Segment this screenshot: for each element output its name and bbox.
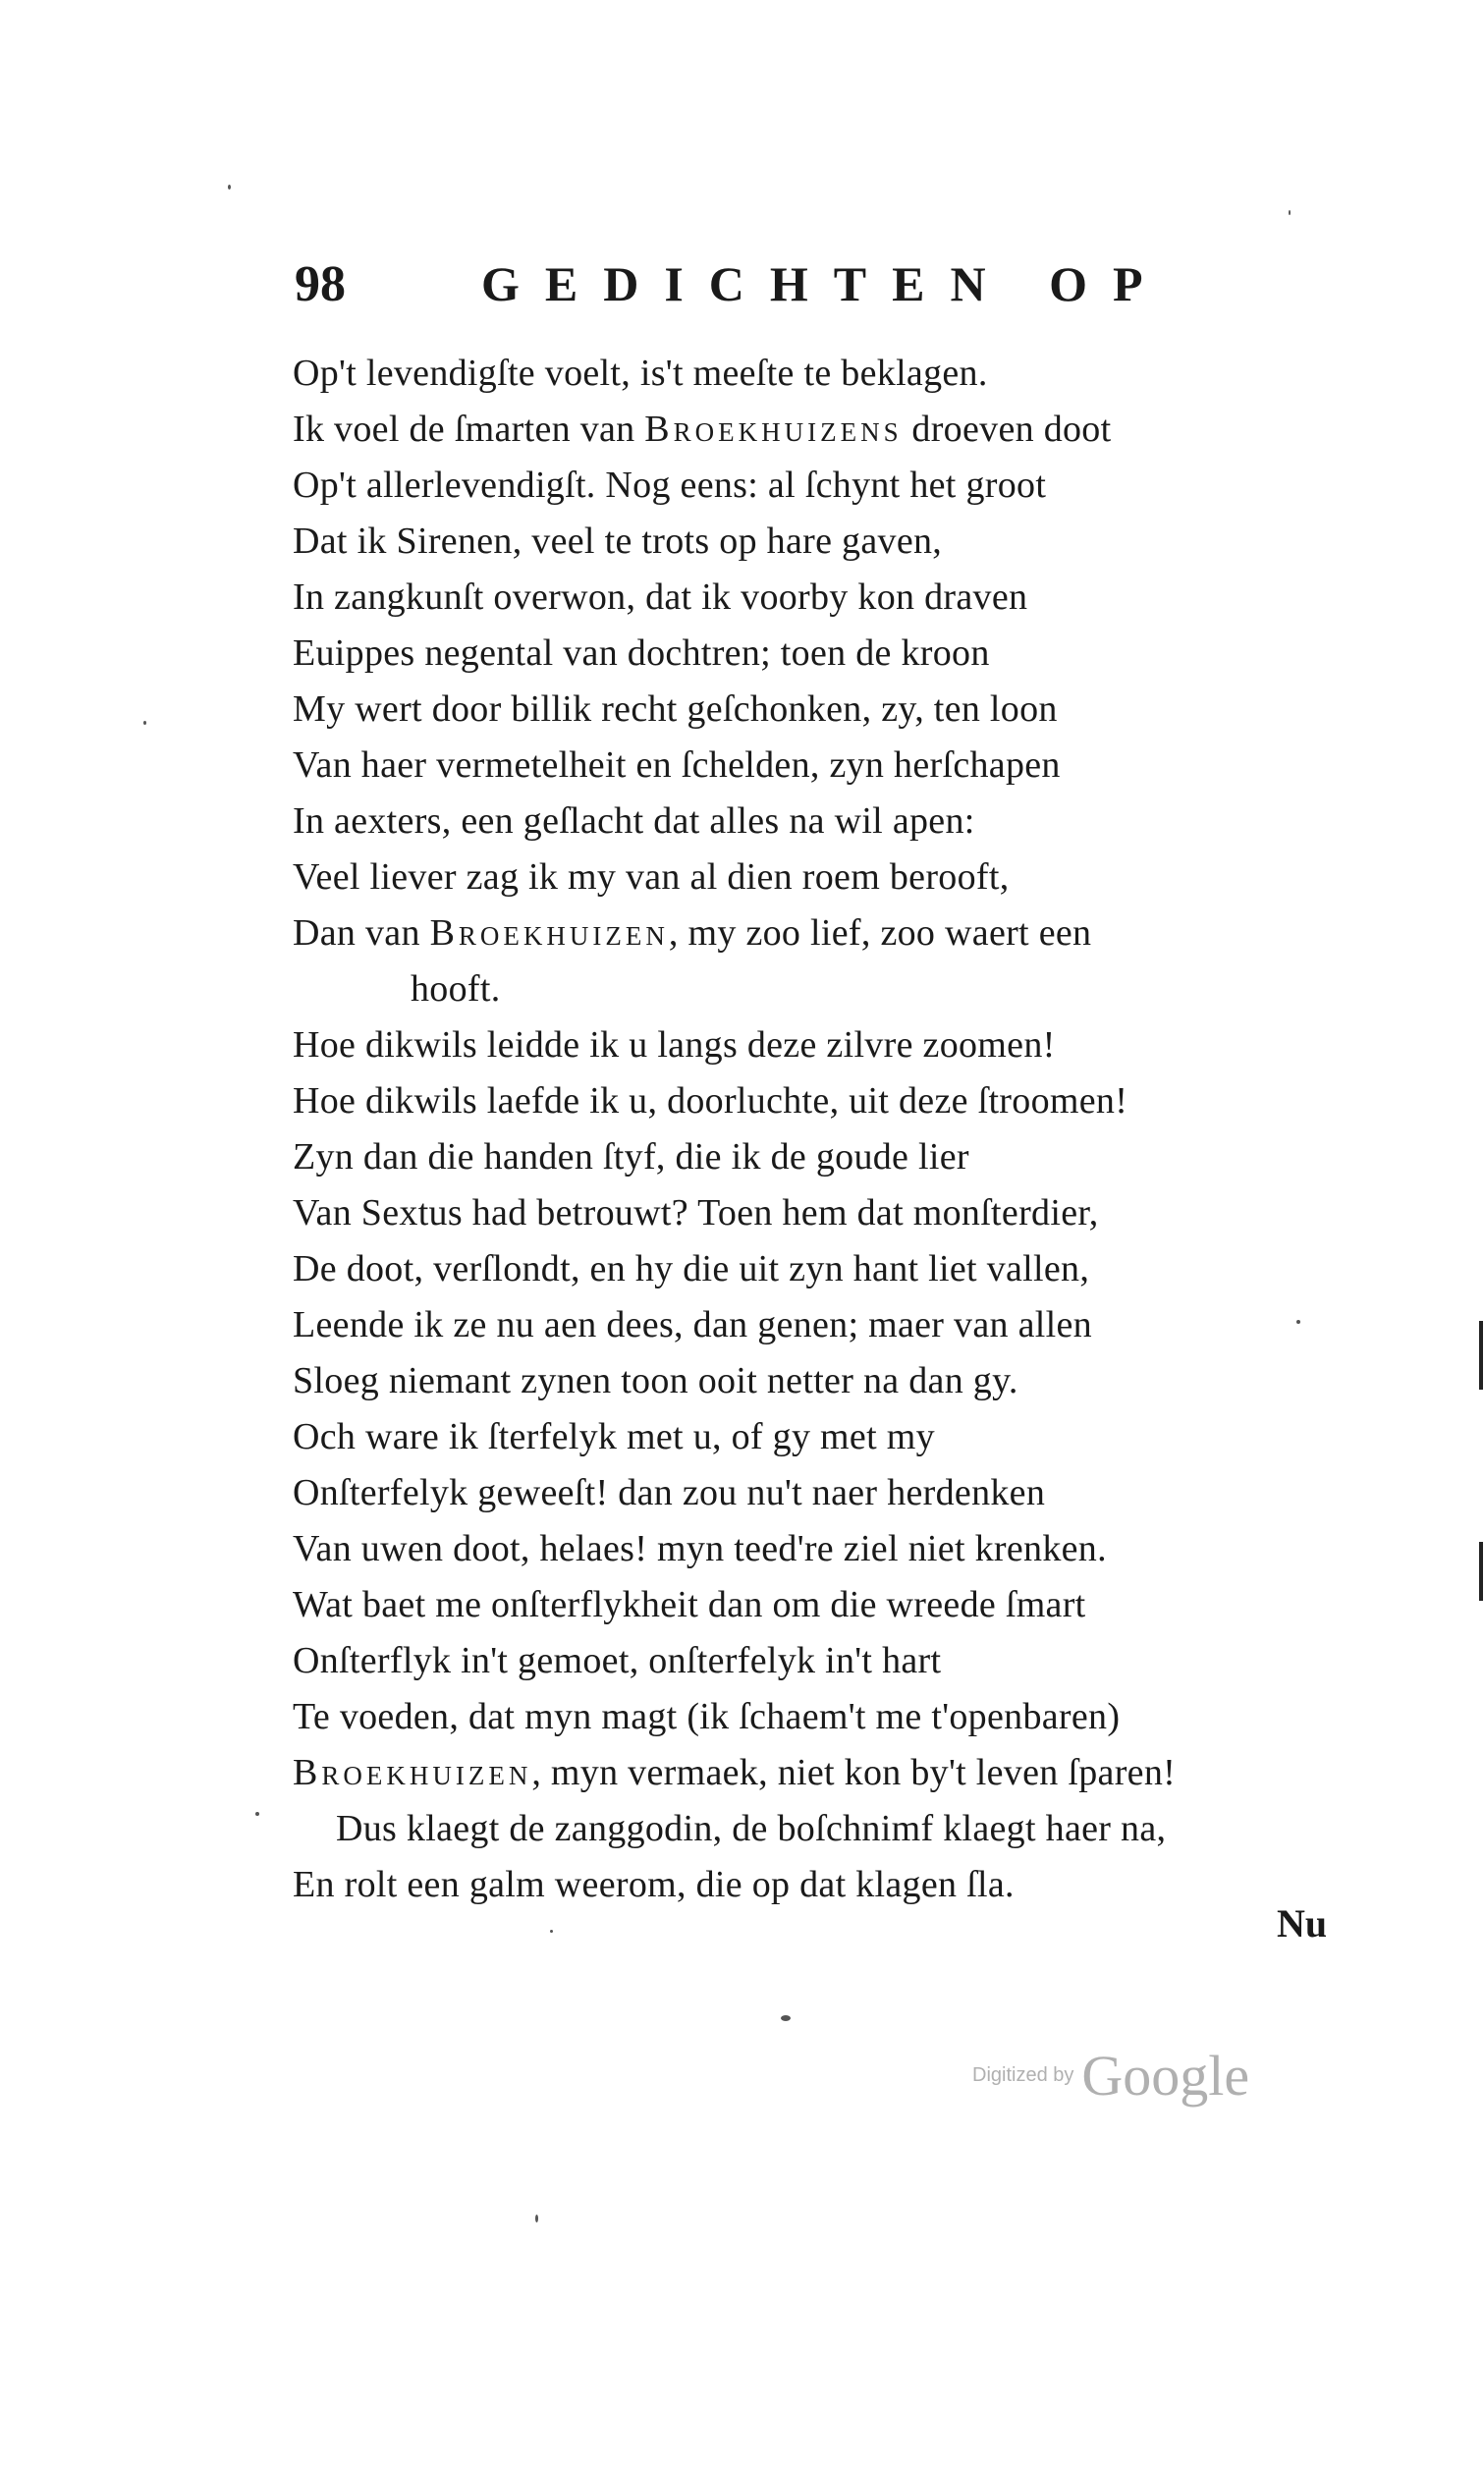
poem-line: In aexters, een geſlacht dat alles na wil apen: (293, 800, 975, 842)
poem-line: Hoe dikwils laefde ik u, doorluchte, uit deze ſtroomen! (293, 1080, 1128, 1122)
poem-line: Zyn dan die handen ſtyf, die ik de goude lier (293, 1136, 969, 1178)
proper-name: Broekhuizen (429, 912, 669, 954)
scan-speck (781, 2015, 791, 2021)
poem-line: En rolt een galm weerom, die op dat klagen ſla. (293, 1864, 1015, 1905)
poem-line-continuation: hooft. (411, 968, 501, 1010)
scan-speck (550, 1930, 553, 1933)
scan-speck (255, 1812, 259, 1816)
poem-line: De doot, verſlondt, en hy die uit zyn hant liet vallen, (293, 1248, 1090, 1289)
poem-line: Onſterflyk in't gemoet, onſterfelyk in't hart (293, 1640, 942, 1681)
catchword: Nu (1277, 1901, 1328, 1945)
page-edge-mark (1479, 1542, 1483, 1601)
poem-line (293, 402, 1373, 458)
poem-line: Euippes negental van dochtren; toen de kroon (293, 632, 990, 674)
poem-line: Leende ik ze nu aen dees, dan genen; maer van allen (293, 1304, 1092, 1345)
poem-line: Veel liever zag ik my van al dien roem berooft, (293, 856, 1010, 898)
scan-speck (1296, 1320, 1300, 1324)
poem-line: Op't allerlevendigſt. Nog eens: al ſchynt het groot (293, 465, 1047, 506)
scan-speck (1289, 210, 1291, 215)
poem-line: Dat ik Sirenen, veel te trots op hare gaven, (293, 521, 943, 562)
proper-name: Broekhuizens (644, 409, 903, 450)
poem-line: Van haer vermetelheit en ſchelden, zyn herſchapen (293, 744, 1061, 786)
poem-line: Van uwen doot, helaes! myn teed're ziel niet krenken. (293, 1528, 1107, 1569)
poem-text (293, 346, 1373, 1913)
line-text: Ik voel de ſmarten van (293, 409, 645, 450)
scan-speck (228, 185, 231, 190)
scan-speck (143, 721, 146, 725)
line-text: Dan van (293, 912, 430, 954)
line-text: , my zoo lief, zoo waert een (668, 912, 1092, 954)
scan-speck (535, 2215, 538, 2222)
poem-line: Te voeden, dat myn magt (ik ſchaem't me t'openbaren) (293, 1696, 1121, 1737)
poem-line (293, 905, 1373, 961)
line-text: , myn vermaek, niet kon by't leven ſparen! (531, 1752, 1177, 1793)
page-header (295, 255, 1169, 324)
page-edge-mark (1479, 1321, 1483, 1390)
poem-line: Och ware ik ſterfelyk met u, of gy met my (293, 1416, 935, 1457)
poem-line: Sloeg niemant zynen toon ooit netter na dan gy. (293, 1360, 1018, 1401)
poem-line: Van Sextus had betrouwt? Toen hem dat monſterdier, (293, 1192, 1099, 1233)
digitized-watermark (972, 2043, 1249, 2109)
line-text: droeven doot (902, 409, 1112, 450)
watermark-prefix: Digitized by (972, 2064, 1074, 2086)
running-title: GEDICHTEN OP (481, 256, 1169, 311)
poem-line: Dus klaegt de zanggodin, de boſchnimf klaegt haer na, (336, 1808, 1167, 1849)
poem-line: Hoe dikwils leidde ik u langs deze zilvre zoomen! (293, 1024, 1056, 1066)
proper-name: Broekhuizen (293, 1752, 532, 1793)
poem-line: My wert door billik recht geſchonken, zy, ten loon (293, 688, 1058, 730)
poem-line (293, 1745, 1373, 1801)
watermark-brand: Google (1081, 2044, 1250, 2108)
poem-line: Wat baet me onſterflykheit dan om die wreede ſmart (293, 1584, 1086, 1625)
poem-line: Op't levendigſte voelt, is't meeſte te beklagen. (293, 353, 988, 394)
page-number: 98 (295, 256, 346, 312)
poem-line: In zangkunſt overwon, dat ik voorby kon draven (293, 576, 1028, 618)
poem-line: Onſterfelyk geweeſt! dan zou nu't naer herdenken (293, 1472, 1046, 1513)
